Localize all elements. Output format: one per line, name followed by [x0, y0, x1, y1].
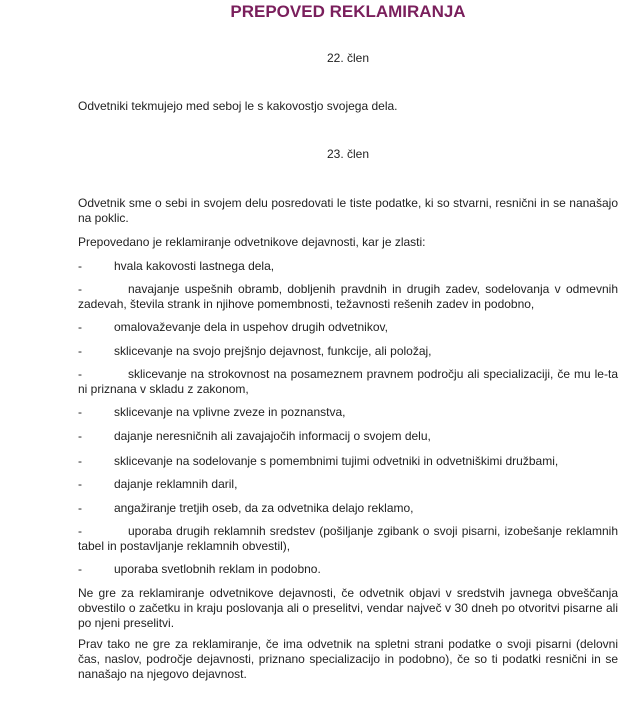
bullet-dash: - [78, 501, 82, 515]
bullet-dash: - [78, 524, 82, 538]
list-item-text: omalovaževanje dela in uspehov drugih odvetnikov, [114, 320, 388, 334]
article-23-heading: 23. člen [326, 147, 370, 161]
document-title: PREPOVED REKLAMIRANJA [230, 2, 466, 21]
list-item-text: angažiranje tretjih oseb, da za odvetnika delajo reklamo, [114, 501, 414, 515]
list-item [78, 282, 618, 312]
bullet-dash: - [78, 562, 82, 576]
list-item-text: hvala kakovosti lastnega dela, [114, 259, 275, 273]
list-item-text: dajanje reklamnih daril, [114, 477, 238, 491]
article-23-exception-1: Ne gre za reklamiranje odvetnikove dejavnosti, če odvetnik objavi v sredstvih javnega obveščanja obvestilo o začetku in kraju poslovanja ali o preselitvi, vendar največ v 30 dneh po otvoritvi pisarne ali po njeni preselitvi. [78, 586, 618, 630]
list-item-text: sklicevanje na strokovnost na posameznem pravnem področju ali specializaciji, če mu le-ta ni priznana v skladu z zakonom, [78, 367, 618, 396]
article-22-heading: 22. člen [326, 51, 370, 65]
article-22-text: Odvetniki tekmujejo med seboj le s kakovostjo svojega dela. [78, 99, 398, 113]
list-item [78, 259, 618, 274]
list-item [78, 477, 618, 492]
list-item [78, 367, 618, 397]
article-23-prohibited-lead: Prepovedano je reklamiranje odvetnikove dejavnosti, kar je zlasti: [78, 235, 426, 249]
bullet-dash: - [78, 367, 82, 381]
list-item-text: uporaba drugih reklamnih sredstev (pošiljanje zgibank o svoji pisarni, izobešanje reklamnih tabel in postavljanje reklamnih obvestil), [78, 524, 618, 553]
bullet-dash: - [78, 282, 82, 296]
bullet-dash: - [78, 259, 82, 273]
bullet-dash: - [78, 429, 82, 443]
list-item [78, 524, 618, 554]
list-item [78, 429, 618, 444]
list-item [78, 320, 618, 335]
list-item-text: navajanje uspešnih obramb, dobljenih pravdnih in drugih zadev, sodelovanja v odmevnih zadevah, števila strank in njihove pomembnosti, težavnosti rešenih zadev in podobno, [78, 282, 618, 311]
list-item [78, 501, 618, 516]
list-item [78, 562, 618, 577]
list-item [78, 344, 618, 359]
list-item [78, 405, 618, 420]
list-item-text: sklicevanje na vplivne zveze in poznanstva, [114, 405, 346, 419]
article-23-exception-2: Prav tako ne gre za reklamiranje, če ima odvetnik na spletni strani podatke o svoji pisarni (delovni čas, naslov, področje dejavnosti, priznano specializacijo in podobno), če so ti podatki resnični in se nanašajo na njegovo dejavnost. [78, 637, 618, 681]
bullet-dash: - [78, 344, 82, 358]
bullet-dash: - [78, 454, 82, 468]
bullet-dash: - [78, 405, 82, 419]
list-item [78, 454, 618, 469]
bullet-dash: - [78, 477, 82, 491]
article-23-intro: Odvetnik sme o sebi in svojem delu posredovati le tiste podatke, ki so stvarni, resnični in se nanašajo na poklic. [78, 196, 618, 225]
bullet-dash: - [78, 320, 82, 334]
list-item-text: dajanje neresničnih ali zavajajočih informacij o svojem delu, [114, 429, 431, 443]
list-item-text: uporaba svetlobnih reklam in podobno. [114, 562, 321, 576]
list-item-text: sklicevanje na sodelovanje s pomembnimi tujimi odvetniki in odvetniškimi družbami, [114, 454, 559, 468]
list-item-text: sklicevanje na svojo prejšnjo dejavnost, funkcije, ali položaj, [114, 344, 432, 358]
